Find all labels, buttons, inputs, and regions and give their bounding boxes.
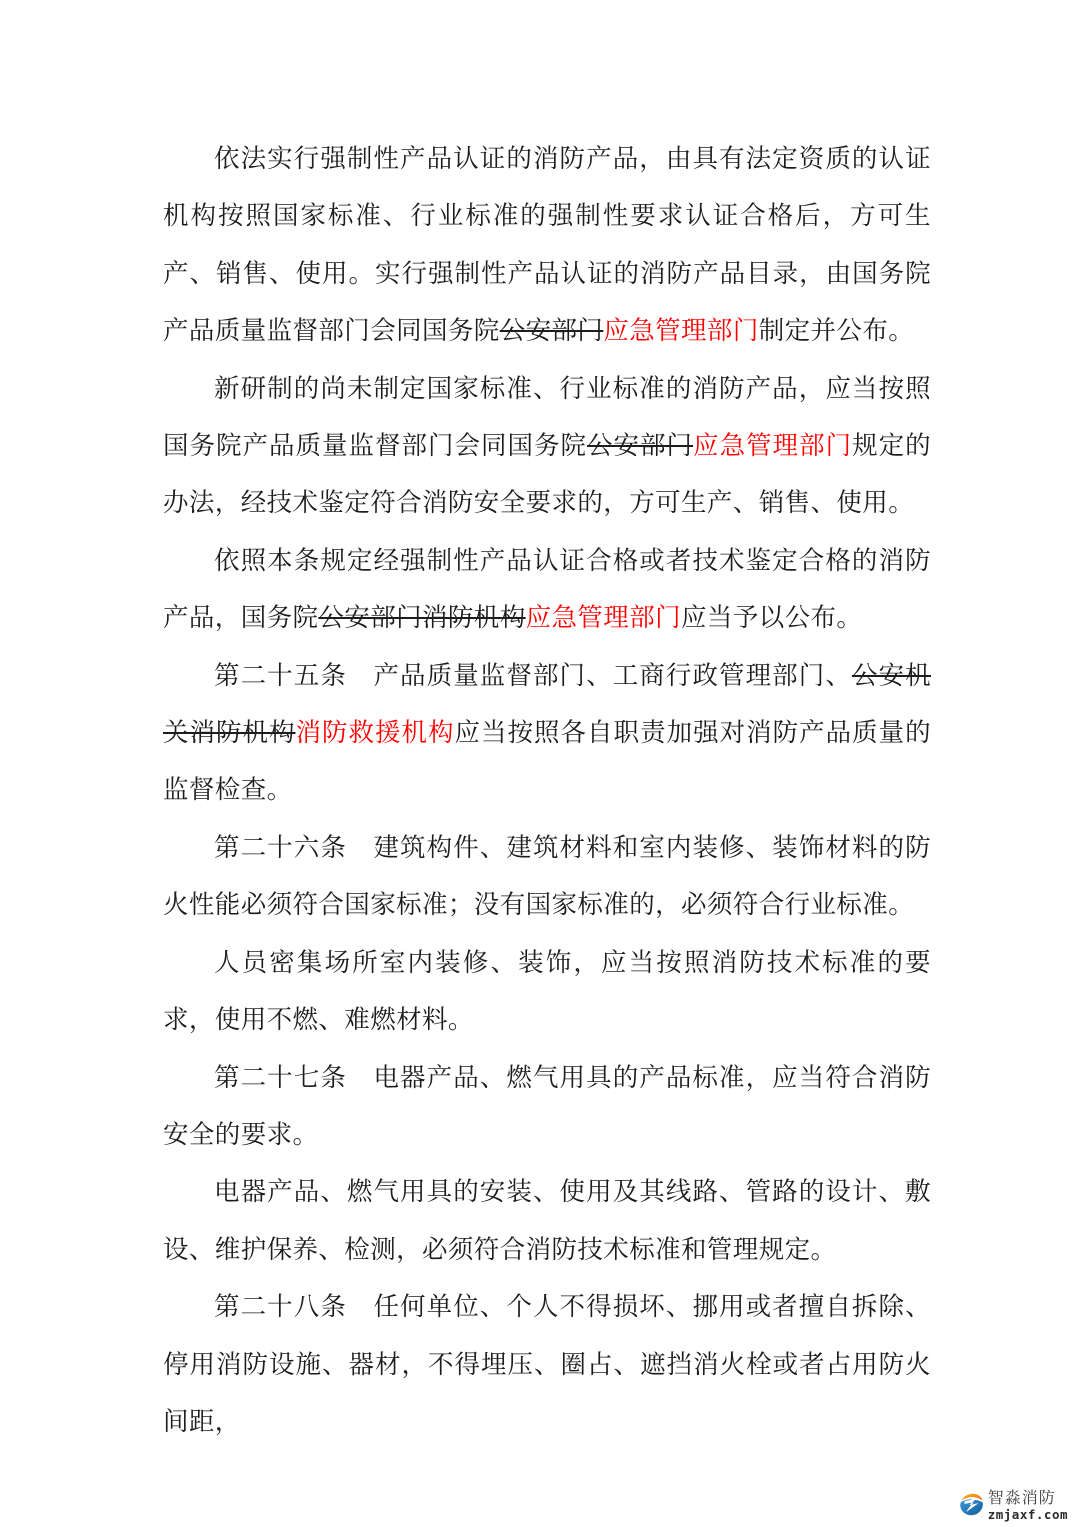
inserted-text: 应急管理部门 — [603, 316, 759, 346]
inserted-text: 应急管理部门 — [693, 431, 853, 461]
deleted-text: 公安部门 — [499, 316, 604, 346]
text-run: 人员密集场所室内装修、装饰，应当按照消防技术标准的要求，使用不燃、难燃材料。 — [163, 947, 931, 1035]
inserted-text: 应急管理部门 — [525, 603, 682, 633]
paragraph — [163, 647, 931, 819]
text-run: 应当按照各自职责加强对消防产品质量的监督检查。 — [163, 718, 931, 805]
deleted-text: 公安部门 — [587, 431, 694, 461]
paragraph — [163, 934, 931, 1049]
paragraph — [163, 1163, 931, 1278]
text-run: 第二十六条 建筑构件、建筑材料和室内装修、装饰材料的防火性能必须符合国家标准；没有国家标准的，必须符合行业标准。 — [163, 832, 931, 920]
paragraph — [163, 360, 931, 532]
zhimiao-fire-logo-icon — [959, 1491, 984, 1521]
text-run: 制定并公布。 — [758, 316, 915, 346]
text-run: 应当予以公布。 — [681, 603, 863, 633]
deleted-text: 公安部门消防机构 — [318, 603, 526, 633]
text-run: 第二十八条 任何单位、个人不得损坏、挪用或者擅自拆除、停用消防设施、器材，不得埋压、圈占、遮挡消火栓或者占用防火间距， — [163, 1292, 931, 1436]
document-body — [163, 130, 931, 1450]
paragraph — [163, 819, 931, 934]
paragraph — [163, 130, 931, 360]
watermark-brand: 智淼消防 — [987, 1489, 1056, 1507]
inserted-text: 消防救援机构 — [295, 718, 455, 748]
text-run: 第二十七条 电器产品、燃气用具的产品标准，应当符合消防安全的要求。 — [163, 1062, 931, 1149]
text-run: 规定的办法，经技术鉴定符合消防安全要求的，方可生产、销售、使用。 — [163, 431, 931, 518]
watermark-text — [988, 1491, 1068, 1522]
text-run: 依照本条规定经强制性产品认证合格或者技术鉴定合格的消防产品，国务院 — [163, 545, 931, 633]
text-run: 第二十五条 产品质量监督部门、工商行政管理部门、 — [214, 660, 852, 690]
paragraph — [163, 1278, 931, 1450]
text-run: 电器产品、燃气用具的安装、使用及其线路、管路的设计、敷设、维护保养、检测，必须符合消防技术标准和管理规定。 — [163, 1177, 931, 1264]
watermark — [959, 1491, 1068, 1522]
paragraph — [163, 1049, 931, 1164]
deleted-text: 公安机关消防机构 — [163, 660, 931, 748]
paragraph — [163, 532, 931, 647]
text-run: 新研制的尚未制定国家标准、行业标准的消防产品，应当按照国务院产品质量监督部门会同国务院 — [163, 373, 931, 461]
text-run: 依法实行强制性产品认证的消防产品，由具有法定资质的认证机构按照国家标准、行业标准的强制性要求认证合格后，方可生产、销售、使用。实行强制性产品认证的消防产品目录，由国务院产品质量监督部门会同国务院 — [163, 144, 931, 346]
watermark-site: zmjaxf.com — [987, 1506, 1068, 1522]
